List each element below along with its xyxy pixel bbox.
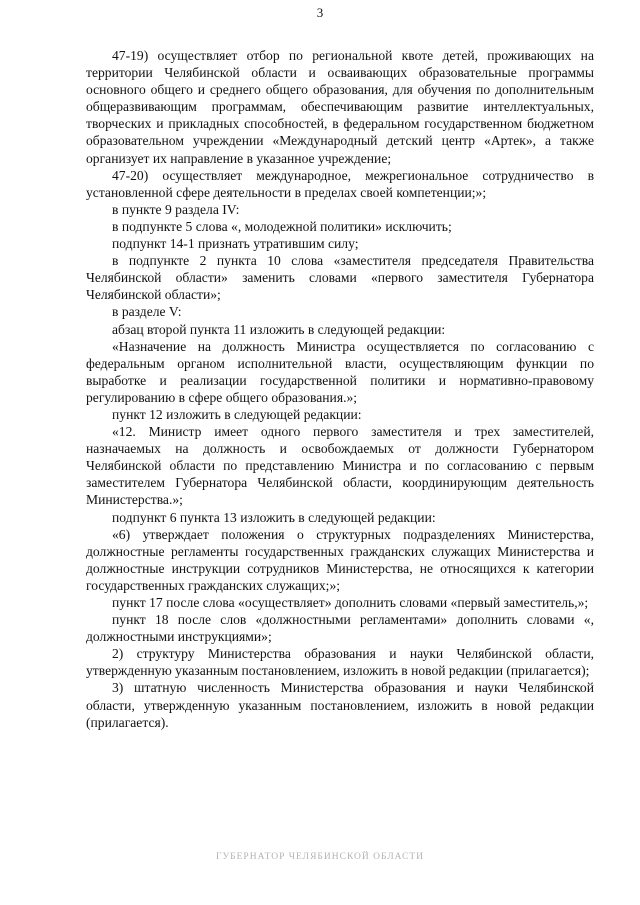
paragraph: «6) утверждает положения о структурных подразделениях Министерства, должностные регламенты государственных гражданских служащих Министерства и должностные инструкции сотрудников Министерства, не относящихся к категории государственных гражданских служащих;»;: [86, 526, 594, 593]
paragraph: 47-19) осуществляет отбор по региональной квоте детей, проживающих на территории Челябинской области и осваивающих образовательные программы основного общего и среднего общего образования, для обучения по дополнительным общеразвивающим программам, обеспечивающим развитие интеллектуальных, творческих и прикладных способностей, в федеральном государственном бюджетном образовательном учреждении «Международный детский центр «Артек», а также организует их направление в указанное учреждение;: [86, 48, 594, 166]
paragraph: подпункт 14-1 признать утратившим силу;: [112, 236, 359, 252]
paragraph: абзац второй пункта 11 изложить в следующей редакции:: [112, 321, 446, 337]
paragraph: подпункт 6 пункта 13 изложить в следующей редакции:: [112, 509, 436, 525]
paragraph: в пункте 9 раздела IV:: [112, 201, 240, 217]
paragraph: «12. Министр имеет одного первого заместителя и трех заместителей, назначаемых на должность и освобождаемых от должности Губернатором Челябинской области по представлению Министра и по согласованию с первым заместителем Губернатора Челябинской области, координирующим деятельность Министерства.»;: [86, 424, 594, 508]
paragraph: в разделе V:: [112, 304, 182, 320]
footer-watermark: ГУБЕРНАТОР ЧЕЛЯБИНСКОЙ ОБЛАСТИ: [215, 852, 425, 862]
paragraph: пункт 12 изложить в следующей редакции:: [112, 406, 362, 422]
paragraph: пункт 17 после слова «осуществляет» дополнить словами «первый заместитель,»;: [112, 595, 589, 610]
paragraph: 3) штатную численность Министерства образования и науки Челябинской области, утвержденную указанным постановлением, изложить в новой редакции (прилагается).: [86, 680, 594, 730]
paragraph: в подпункте 5 слова «, молодежной политики» исключить;: [112, 218, 452, 234]
document-body: [86, 47, 594, 731]
paragraph: «Назначение на должность Министра осуществляется по согласованию с федеральным органом исполнительной власти, осуществляющим функции по выработке и реализации государственной политики и нормативно-правовому регулированию в сфере общего образования.»;: [86, 338, 594, 405]
paragraph: 2) структуру Министерства образования и науки Челябинской области, утвержденную указанным постановлением, изложить в новой редакции (прилагается);: [86, 646, 594, 679]
paragraph: пункт 18 после слов «должностными регламентами» дополнить словами «, должностными инструкциями»;: [86, 612, 594, 645]
page-number: 3: [316, 5, 324, 20]
paragraph: 47-20) осуществляет международное, межрегиональное сотрудничество в установленной сфере деятельности в пределах своей компетенции;»;: [86, 167, 594, 200]
paragraph: в подпункте 2 пункта 10 слова «заместителя председателя Правительства Челябинской области» заменить словами «первого заместителя Губернатора Челябинской области»;: [86, 253, 594, 303]
